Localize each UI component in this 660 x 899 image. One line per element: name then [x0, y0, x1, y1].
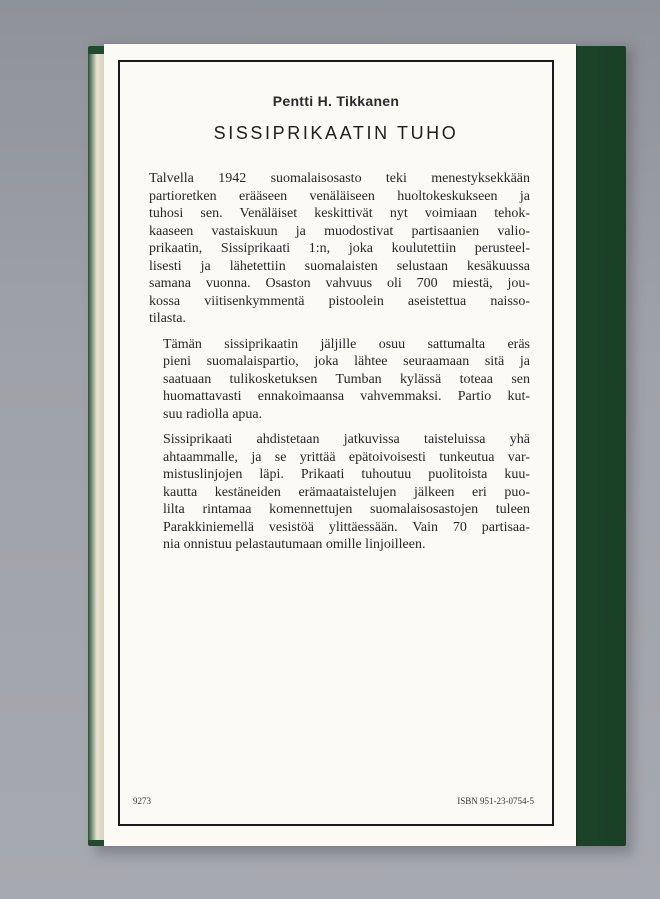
blurb-line: ahtaammalle, ja se yrittää epätoivoisesti tunkeutua var- [163, 449, 530, 465]
blurb-line: samana vuonna. Osaston vahvuus oli 700 miestä, jou- [149, 276, 530, 291]
blurb-line: prikaatin, Sissiprikaati 1:n, joka koulutettiin perusteel- [149, 241, 530, 256]
isbn-number: ISBN 951-23-0754-5 [457, 796, 534, 806]
catalog-code: 9273 [133, 796, 151, 806]
blurb-line: kautta kestäneiden erämaataistelujen jälkeen eri puo- [163, 484, 530, 500]
blurb-line: lilta rintamaa komennettujen suomalaisosastojen tuleen [163, 502, 530, 517]
blurb-line: tuhosi sen. Venäläiset keskittivät nyt voimiaan tehok- [149, 206, 530, 221]
book-title: SISSIPRIKAATIN TUHO [213, 123, 459, 143]
blurb-line: pieni suomalaispartio, joka lähtee seuraamaan sitä ja [163, 354, 530, 369]
blurb-line: Talvella 1942 suomalaisosasto teki menestyksekkään [149, 171, 530, 186]
blurb-line: tilasta. [149, 311, 186, 326]
blurb-line: nia onnistuu pelastautumaan omille linjoilleen. [163, 537, 426, 552]
blurb-paragraph-3 [149, 431, 530, 554]
author-name: Pentti H. Tikkanen [272, 93, 400, 109]
blurb-line: suu radiolla apua. [163, 406, 263, 422]
blurb-line: mistuslinjojen läpi. Prikaati tuhoutuu puolitoista kuu- [163, 467, 530, 482]
blurb-paragraph-2 [149, 336, 530, 424]
blurb-line: Sissiprikaati ahdistetaan jatkuvissa taisteluissa yhä [163, 432, 530, 447]
blurb-line: partioretken erääseen venäläiseen huoltokeskukseen ja [149, 188, 530, 204]
blurb-line: lisesti ja lähetettiin suomalaisten selustaan kesäkuussa [149, 258, 530, 274]
blurb-paragraph-1 [149, 170, 530, 328]
blurb-text [149, 170, 530, 562]
blurb-line: kossa viitisenkymmentä pistoolein aseistettua naisso- [149, 293, 530, 309]
blurb-line: huomattavasti ennakoimaansa vahvemmaksi. Partio kut- [163, 389, 530, 404]
blurb-line: Parakkiniemellä vesistöä ylittäessään. Vain 70 partisaa- [163, 519, 530, 535]
blurb-line: Tämän sissiprikaatin jäljille osuu sattumalta eräs [163, 336, 530, 352]
page-edges [88, 54, 104, 840]
blurb-line: kaaseen vastaiskuun ja muodostivat partisaanien valio- [149, 223, 530, 239]
blurb-line: saatuaan tulikosketuksen Tumban kylässä toteaa sen [163, 371, 530, 387]
